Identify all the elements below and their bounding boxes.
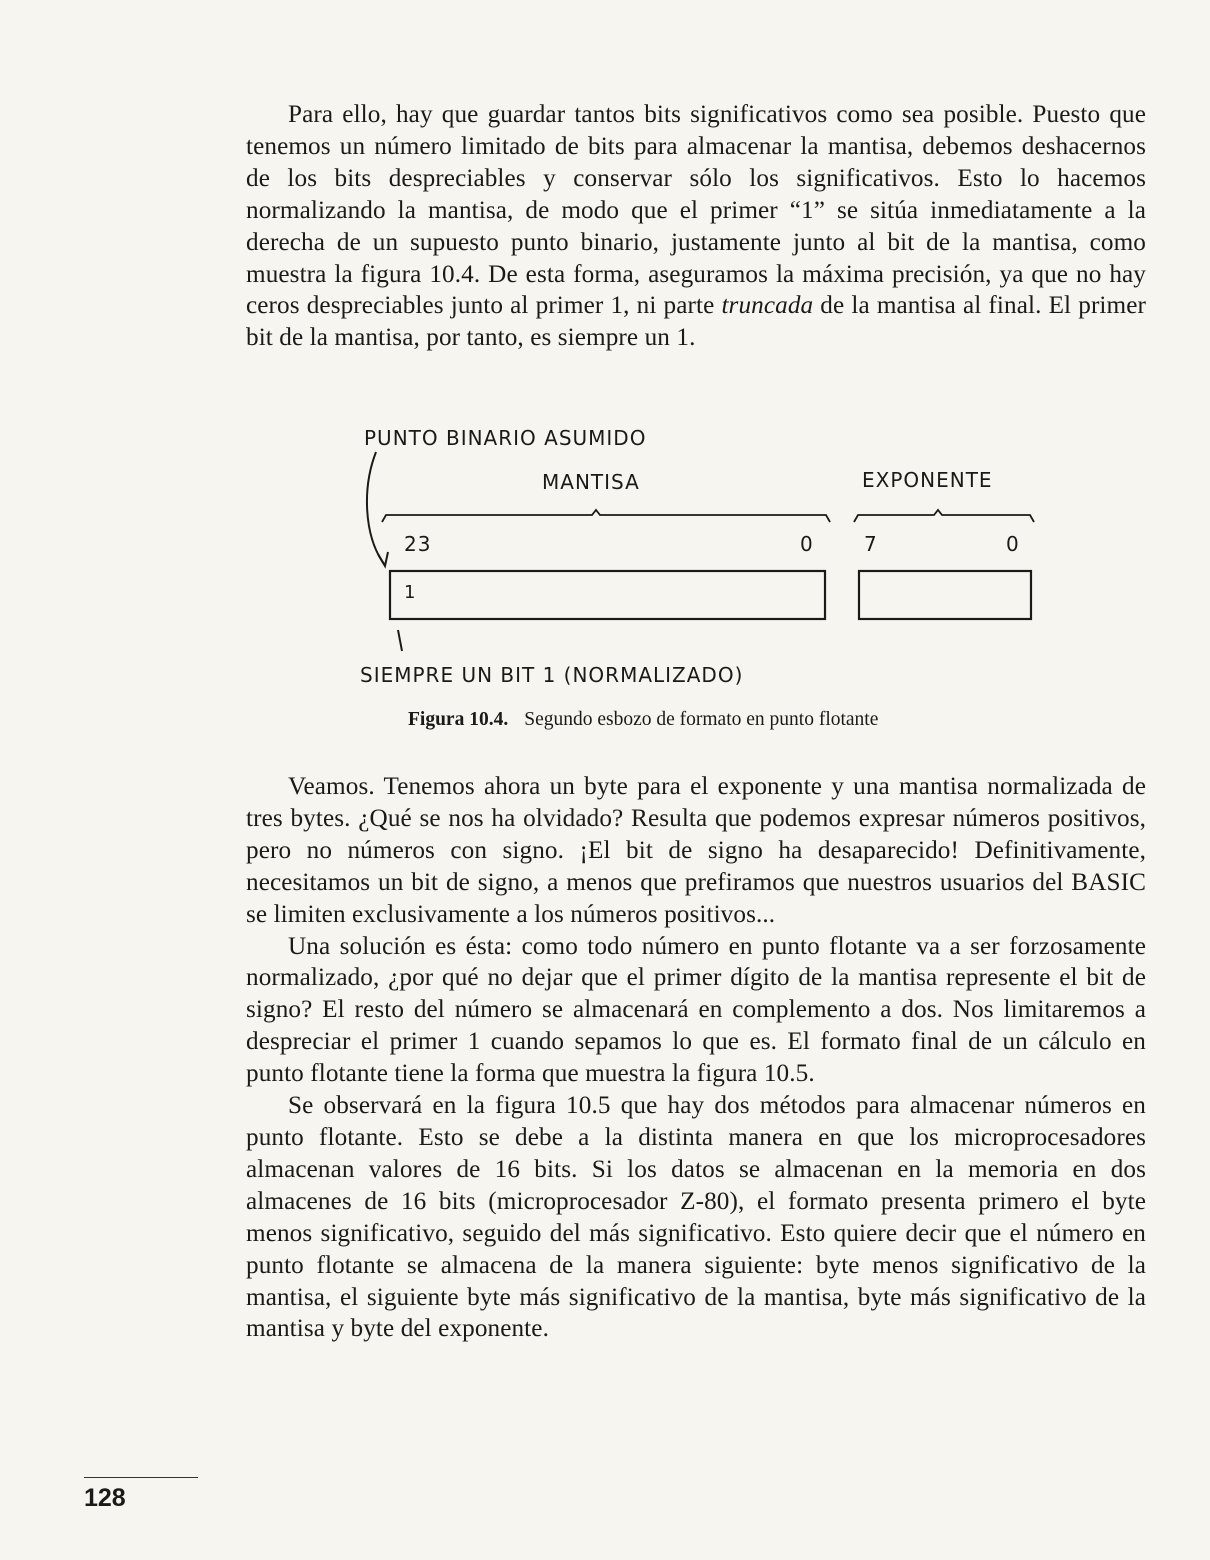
paragraph-text-b: de la mantisa al final. El primer bit de la mantisa, por tanto, es siempre un 1. [246, 292, 1146, 352]
mantissa-bit-0: 0 [800, 532, 814, 556]
exponent-bit-7: 7 [864, 532, 878, 556]
paragraph-normalization [246, 99, 1146, 354]
mantissa-bit-23: 23 [404, 532, 432, 556]
assumed-point-arrow [367, 452, 384, 564]
paragraph-storage-methods: Se observará en la figura 10.5 que hay dos métodos para almacenar números en punto flotante. Esto se debe a la distinta manera en que los microprocesadores almacenan valores de 16 bits. Si los datos se almacenan en la memoria en dos almacenes de 16 bits (microprocesador Z-80), el formato presenta primero el byte menos significativo, seguido del más significativo. Esto quiere decir que el número en punto flotante se almacena de la manera siguiente: byte menos significativo de la mantisa, el siguiente byte más significativo de la mantisa, byte más significativo de la mantisa y byte del exponente. [246, 1092, 1146, 1343]
page-number-rule [84, 1477, 198, 1478]
label-assumed-binary-point: PUNTO BINARIO ASUMIDO [364, 426, 647, 450]
label-exponent: EXPONENTE [862, 468, 993, 492]
caption-number: Figura 10.4. [408, 709, 509, 730]
paragraph-text-a: Para ello, hay que guardar tantos bits significativos como sea posible. Puesto que tenemos un número limitado de bits para almacenar la mantisa, debemos deshacernos de los bits despreciables y conservar sólo los significativos. Esto lo hacemos normalizando la mantisa, de modo que el primer “1” se sitúa inmediatamente a la derecha de un supuesto punto binario, justamente junto al bit de la mantisa, como muestra la figura 10.4. De esta forma, aseguramos la máxima precisión, ya que no hay ceros despreciables junto al primer 1, ni parte [246, 101, 1146, 320]
arrow-head [378, 552, 388, 566]
figure-10-4 [340, 418, 1060, 748]
mantissa-brace [382, 510, 830, 522]
paragraph-intro [246, 99, 1146, 354]
mantissa-box [390, 571, 825, 619]
page-number: 128 [84, 1484, 126, 1512]
caption-text: Segundo esbozo de formato en punto flotante [524, 709, 879, 730]
first-bit-pointer [398, 630, 402, 651]
mantissa-first-bit: 1 [404, 582, 417, 603]
exponent-bit-0: 0 [1006, 532, 1020, 556]
label-mantissa: MANTISA [542, 470, 640, 494]
figure-caption [408, 709, 878, 731]
label-always-one: SIEMPRE UN BIT 1 (NORMALIZADO) [360, 663, 744, 687]
text-continued [246, 771, 1146, 1345]
exponent-brace [854, 510, 1034, 522]
paragraph-sign-bit: Veamos. Tenemos ahora un byte para el exponente y una mantisa normalizada de tres bytes. ¿Qué se nos ha olvidado? Resulta que podemos expresar números positivos, pero no números con signo. ¡El bit de signo ha desaparecido! Definitivamente, necesitamos un bit de signo, a menos que prefiramos que nuestros usuarios del BASIC se limiten exclusivamente a los números positivos... [246, 773, 1146, 928]
exponent-box [859, 571, 1031, 619]
paragraph-solution: Una solución es ésta: como todo número en punto flotante va a ser forzosamente normalizado, ¿por qué no dejar que el primer dígito de la mantisa represente el bit de signo? El resto del número se almacenará en complemento a dos. Nos limitaremos a despreciar el primer 1 cuando sepamos lo que es. El formato final de un cálculo en punto flotante tiene la forma que muestra la figura 10.5. [246, 932, 1146, 1088]
emphasis-truncada: truncada [721, 292, 814, 320]
